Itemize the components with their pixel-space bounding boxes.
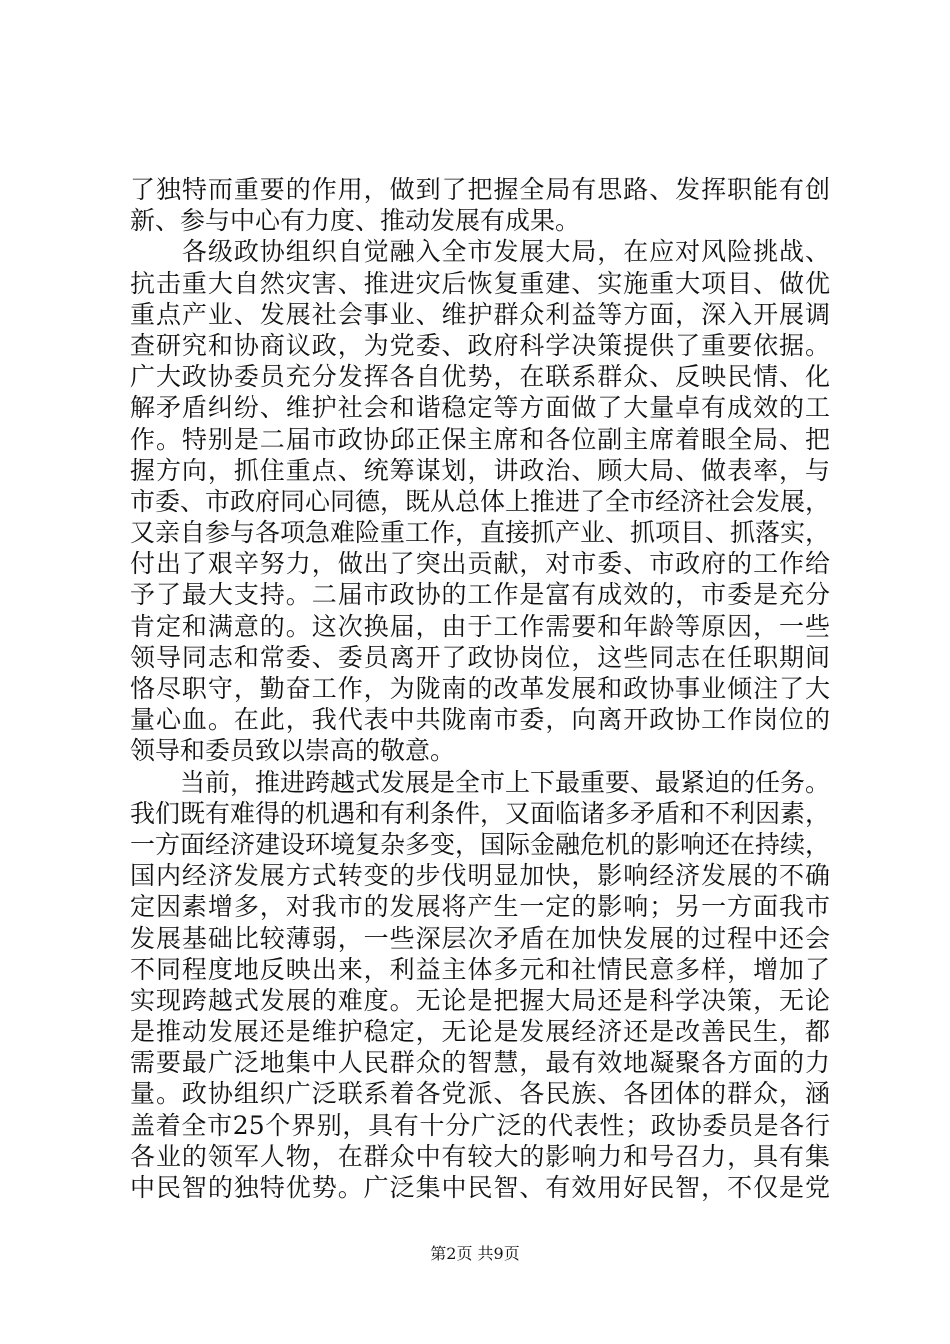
text-line: 量心血。在此，我代表中共陇南市委，向离开政协工作岗位的 [130,705,830,735]
text-line: 当前，推进跨越式发展是全市上下最重要、最紧迫的任务。 [130,767,831,797]
text-line: 定因素增多，对我市的发展将产生一定的影响；另一方面我市 [130,892,830,922]
text-line: 又亲自参与各项急难险重工作，直接抓产业、抓项目、抓落实， [130,518,831,548]
text-line: 解矛盾纠纷、维护社会和谐稳定等方面做了大量卓有成效的工 [130,393,830,423]
text-line: 付出了艰辛努力，做出了突出贡献，对市委、市政府的工作给 [130,549,830,579]
text-line: 广大政协委员充分发挥各自优势，在联系群众、反映民情、化 [130,362,830,392]
text-line: 作。特别是二届市政协邱正保主席和各位副主席着眼全局、把 [130,424,830,454]
body-text [130,174,830,1203]
text-line: 领导和委员致以崇高的敬意。 [130,736,456,766]
text-line: 各业的领军人物，在群众中有较大的影响力和号召力，具有集 [130,1141,830,1171]
text-line: 国内经济发展方式转变的步伐明显加快，影响经济发展的不确 [130,861,830,891]
text-line: 是推动发展还是维护稳定，无论是发展经济还是改善民生，都 [130,1017,830,1047]
text-line: 握方向，抓住重点、统筹谋划，讲政治、顾大局、做表率，与 [130,455,830,485]
text-line: 中民智的独特优势。广泛集中民智、有效用好民智，不仅是党 [130,1173,830,1202]
text-line: 领导同志和常委、委员离开了政协岗位，这些同志在任职期间 [130,642,830,672]
text-line: 需要最广泛地集中人民群众的智慧，最有效地凝聚各方面的力 [130,1048,830,1078]
text-line: 重点产业、发展社会事业、维护群众利益等方面，深入开展调 [130,299,830,329]
text-line: 抗击重大自然灾害、推进灾后恢复重建、实施重大项目、做优 [130,268,830,298]
text-line: 恪尽职守，勤奋工作，为陇南的改革发展和政协事业倾注了大 [130,674,830,703]
text-line: 不同程度地反映出来，利益主体多元和社情民意多样，增加了 [130,954,830,984]
text-line: 我们既有难得的机遇和有利条件，又面临诸多矛盾和不利因素， [130,798,831,828]
text-line: 肯定和满意的。这次换届，由于工作需要和年龄等原因，一些 [130,611,830,641]
text-line: 新、参与中心有力度、推动发展有成果。 [130,206,581,236]
text-line: 予了最大支持。二届市政协的工作是富有成效的，市委是充分 [130,580,830,610]
text-line: 发展基础比较薄弱，一些深层次矛盾在加快发展的过程中还会 [130,923,830,953]
text-line: 盖着全市25个界别，具有十分广泛的代表性；政协委员是各行 [130,1110,830,1140]
text-line: 市委、市政府同心同德，既从总体上推进了全市经济社会发展， [130,486,831,516]
text-line: 了独特而重要的作用，做到了把握全局有思路、发挥职能有创 [130,175,830,204]
text-line: 一方面经济建设环境复杂多变，国际金融危机的影响还在持续， [130,829,831,859]
text-line: 实现跨越式发展的难度。无论是把握大局还是科学决策，无论 [130,985,830,1015]
text-line: 查研究和协商议政，为党委、政府科学决策提供了重要依据。 [130,330,830,360]
text-line: 量。政协组织广泛联系着各党派、各民族、各团体的群众，涵 [130,1079,830,1109]
text-line: 各级政协组织自觉融入全市发展大局，在应对风险挑战、 [130,237,830,267]
page-number-footer: 第2页 共9页 [430,1244,520,1263]
